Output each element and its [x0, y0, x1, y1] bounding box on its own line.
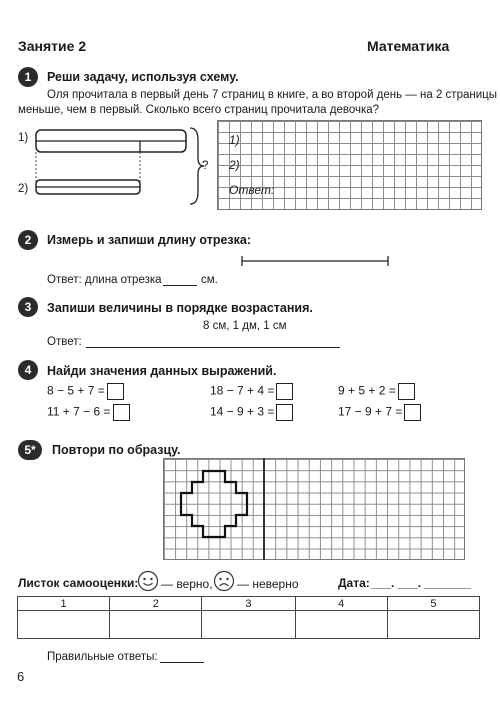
self-assessment-label: Листок самооценки:	[18, 576, 139, 590]
task1-title: Реши задачу, используя схему.	[47, 70, 239, 84]
task5-title: Повтори по образцу.	[52, 443, 181, 457]
task2-answer-blank[interactable]	[163, 285, 197, 286]
expression-text: 17 − 9 + 7 =	[338, 404, 403, 419]
grid-divider	[263, 458, 265, 560]
date-label: Дата:	[338, 576, 370, 590]
task3-values: 8 см, 1 дм, 1 см	[203, 320, 287, 332]
date-field[interactable]: ___. ___. _______	[371, 576, 472, 590]
expression-text: 18 − 7 + 4 =	[210, 383, 275, 398]
answer-box[interactable]	[276, 383, 293, 400]
table-cell[interactable]	[18, 611, 110, 639]
table-header-cell: 5	[387, 597, 479, 611]
task-number-badge: 4	[18, 360, 38, 380]
task1-text-line1: Оля прочитала в первый день 7 страниц в книге, а во второй день — на 2 страницы	[47, 89, 497, 101]
expression-item	[47, 404, 130, 421]
task3-title: Запиши величины в порядке возрастания.	[47, 301, 313, 315]
wrong-legend: — неверно	[237, 577, 299, 591]
expression-item	[47, 383, 124, 400]
page-number: 6	[17, 669, 25, 684]
correct-answers-blank[interactable]	[160, 662, 204, 663]
answer-box[interactable]	[404, 404, 421, 421]
task2-title: Измерь и запиши длину отрезка:	[47, 233, 251, 247]
measure-segment	[240, 255, 400, 267]
expression-item	[210, 404, 293, 421]
grid-answer-label: Ответ:	[229, 183, 275, 197]
expression-text: 8 − 5 + 7 =	[47, 383, 105, 398]
task3-answer-blank[interactable]	[86, 347, 340, 348]
table-cell[interactable]	[295, 611, 387, 639]
expression-text: 9 + 5 + 2 =	[338, 383, 396, 398]
task-number-badge: 2	[18, 230, 38, 250]
grid-line2-label: 2)	[229, 158, 240, 172]
expression-text: 14 − 9 + 3 =	[210, 404, 275, 419]
table-header-cell: 2	[110, 597, 202, 611]
task1-text-line2: меньше, чем в первый. Сколько всего страниц прочитала девочка?	[18, 104, 380, 116]
answer-box[interactable]	[276, 404, 293, 421]
table-cell[interactable]	[110, 611, 202, 639]
table-header-cell: 4	[295, 597, 387, 611]
answer-box[interactable]	[113, 404, 130, 421]
task4-title: Найди значения данных выражений.	[47, 364, 277, 378]
scheme-question-mark: ?	[202, 160, 209, 172]
grid-line1-label: 1)	[229, 133, 240, 147]
pattern-grid-right[interactable]	[263, 458, 465, 560]
correct-answers-label: Правильные ответы:	[47, 651, 158, 663]
table-cell[interactable]	[202, 611, 295, 639]
task3-answer-label: Ответ:	[47, 336, 82, 348]
answer-box[interactable]	[107, 383, 124, 400]
sad-face-icon	[213, 570, 235, 592]
sample-cross-figure	[163, 458, 263, 560]
task-number-badge: 1	[18, 67, 38, 87]
lesson-title: Занятие 2	[18, 38, 87, 54]
answer-box[interactable]	[398, 383, 415, 400]
table-header-cell: 3	[202, 597, 295, 611]
subject-title: Математика	[367, 38, 450, 54]
task2-answer-unit: см.	[201, 274, 218, 286]
table-cell[interactable]	[387, 611, 479, 639]
scheme-label-2: 2)	[18, 183, 29, 195]
table-header-cell: 1	[18, 597, 110, 611]
correct-legend: — верно,	[161, 577, 213, 591]
expression-item	[338, 404, 421, 421]
self-assessment-table	[17, 596, 480, 639]
task2-answer-prefix: Ответ: длина отрезка	[47, 274, 162, 286]
smile-icon	[137, 570, 159, 592]
task-number-badge: 5*	[18, 440, 42, 460]
task-number-badge: 3	[18, 297, 38, 317]
scheme-label-1: 1)	[18, 132, 29, 144]
segment-scheme	[30, 120, 210, 210]
expression-item	[210, 383, 293, 400]
expression-text: 11 + 7 − 6 =	[47, 404, 111, 419]
expression-item	[338, 383, 415, 400]
